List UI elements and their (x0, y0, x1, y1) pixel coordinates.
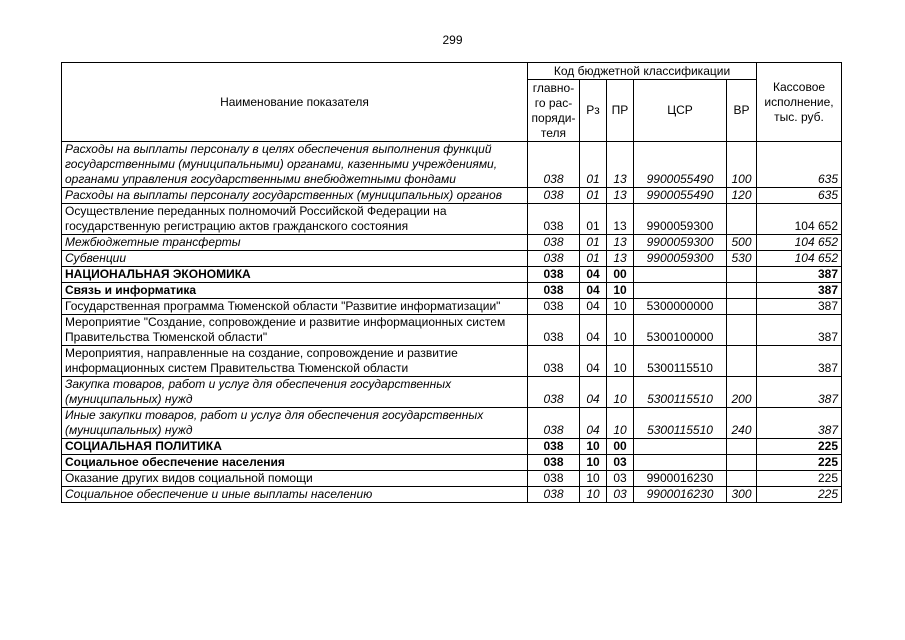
row-main-manager: 038 (528, 142, 580, 188)
row-name: Расходы на выплаты персоналу в целях обеспечения выполнения функций государственными (муниципальными) органами, казенными учреждениями, органами управления государственными внебюджетными фондами (62, 142, 528, 188)
header-vr: ВР (727, 80, 757, 142)
row-rz: 04 (580, 315, 607, 346)
table-body (62, 142, 842, 503)
table-row (62, 204, 842, 235)
row-vr (727, 204, 757, 235)
row-pr: 03 (607, 455, 634, 471)
row-csr: 5300115510 (634, 377, 727, 408)
row-pr: 13 (607, 188, 634, 204)
row-main-manager: 038 (528, 487, 580, 503)
table-row (62, 408, 842, 439)
row-vr: 530 (727, 251, 757, 267)
row-vr: 500 (727, 235, 757, 251)
header-main-manager: главно- го рас- поряди- теля (528, 80, 580, 142)
row-main-manager: 038 (528, 204, 580, 235)
budget-table (61, 62, 842, 503)
row-vr: 300 (727, 487, 757, 503)
row-name: НАЦИОНАЛЬНАЯ ЭКОНОМИКА (62, 267, 528, 283)
row-name: Субвенции (62, 251, 528, 267)
row-amount: 387 (757, 346, 842, 377)
row-csr: 9900059300 (634, 204, 727, 235)
row-vr (727, 299, 757, 315)
row-vr (727, 471, 757, 487)
row-main-manager: 038 (528, 455, 580, 471)
row-pr: 13 (607, 142, 634, 188)
row-main-manager: 038 (528, 346, 580, 377)
row-name: Расходы на выплаты персоналу государственных (муниципальных) органов (62, 188, 528, 204)
row-name: Социальное обеспечение и иные выплаты населению (62, 487, 528, 503)
table-row (62, 471, 842, 487)
row-amount: 387 (757, 283, 842, 299)
row-vr (727, 283, 757, 299)
row-main-manager: 038 (528, 408, 580, 439)
table-row (62, 439, 842, 455)
row-pr: 10 (607, 283, 634, 299)
row-amount: 387 (757, 377, 842, 408)
row-csr: 9900016230 (634, 471, 727, 487)
row-rz: 01 (580, 188, 607, 204)
header-name: Наименование показателя (62, 63, 528, 142)
row-name: Межбюджетные трансферты (62, 235, 528, 251)
row-pr: 13 (607, 235, 634, 251)
row-rz: 04 (580, 283, 607, 299)
row-vr (727, 439, 757, 455)
page-number: 299 (442, 33, 463, 47)
table-row (62, 487, 842, 503)
table-row (62, 283, 842, 299)
table-row (62, 299, 842, 315)
row-rz: 04 (580, 377, 607, 408)
row-main-manager: 038 (528, 251, 580, 267)
row-pr: 10 (607, 408, 634, 439)
row-rz: 04 (580, 299, 607, 315)
row-rz: 10 (580, 487, 607, 503)
row-amount: 387 (757, 267, 842, 283)
row-name: Мероприятия, направленные на создание, сопровождение и развитие информационных систем Правительства Тюменской области (62, 346, 528, 377)
row-csr: 9900016230 (634, 487, 727, 503)
row-name: Государственная программа Тюменской области "Развитие информатизации" (62, 299, 528, 315)
row-main-manager: 038 (528, 267, 580, 283)
header-classification-code: Код бюджетной классификации (528, 63, 757, 80)
row-amount: 104 652 (757, 251, 842, 267)
row-amount: 387 (757, 315, 842, 346)
row-vr (727, 346, 757, 377)
row-name: Связь и информатика (62, 283, 528, 299)
row-amount: 104 652 (757, 204, 842, 235)
row-csr: 9900055490 (634, 142, 727, 188)
row-amount: 635 (757, 142, 842, 188)
row-amount: 225 (757, 439, 842, 455)
row-main-manager: 038 (528, 315, 580, 346)
row-pr: 10 (607, 315, 634, 346)
row-vr: 200 (727, 377, 757, 408)
row-pr: 13 (607, 204, 634, 235)
header-csr: ЦСР (634, 80, 727, 142)
row-amount: 104 652 (757, 235, 842, 251)
row-pr: 00 (607, 439, 634, 455)
row-vr (727, 455, 757, 471)
row-main-manager: 038 (528, 439, 580, 455)
row-pr: 00 (607, 267, 634, 283)
row-csr: 9900059300 (634, 235, 727, 251)
row-vr: 100 (727, 142, 757, 188)
row-csr: 5300100000 (634, 315, 727, 346)
row-rz: 04 (580, 267, 607, 283)
row-amount: 225 (757, 487, 842, 503)
row-rz: 01 (580, 204, 607, 235)
row-rz: 04 (580, 408, 607, 439)
row-amount: 387 (757, 299, 842, 315)
row-pr: 10 (607, 377, 634, 408)
row-rz: 10 (580, 471, 607, 487)
row-name: Осуществление переданных полномочий Российской Федерации на государственную регистрацию актов гражданского состояния (62, 204, 528, 235)
table-row (62, 188, 842, 204)
row-csr: 5300000000 (634, 299, 727, 315)
row-csr (634, 267, 727, 283)
row-rz: 01 (580, 251, 607, 267)
table-row (62, 142, 842, 188)
table-row (62, 315, 842, 346)
table-row (62, 455, 842, 471)
row-name: Мероприятие "Создание, сопровождение и развитие информационных систем Правительства Тюменской области" (62, 315, 528, 346)
row-main-manager: 038 (528, 471, 580, 487)
row-main-manager: 038 (528, 299, 580, 315)
row-csr: 9900055490 (634, 188, 727, 204)
table-row (62, 346, 842, 377)
row-main-manager: 038 (528, 188, 580, 204)
row-rz: 01 (580, 142, 607, 188)
row-amount: 225 (757, 471, 842, 487)
row-amount: 635 (757, 188, 842, 204)
table-row (62, 251, 842, 267)
row-pr: 13 (607, 251, 634, 267)
row-rz: 10 (580, 439, 607, 455)
table-row (62, 235, 842, 251)
row-amount: 387 (757, 408, 842, 439)
row-amount: 225 (757, 455, 842, 471)
table-row (62, 267, 842, 283)
row-csr (634, 283, 727, 299)
row-pr: 10 (607, 299, 634, 315)
header-rz: Рз (580, 80, 607, 142)
row-main-manager: 038 (528, 235, 580, 251)
row-name: Иные закупки товаров, работ и услуг для обеспечения государственных (муниципальных) нужд (62, 408, 528, 439)
row-rz: 04 (580, 346, 607, 377)
row-pr: 03 (607, 487, 634, 503)
row-vr (727, 267, 757, 283)
table-row (62, 377, 842, 408)
row-name: Социальное обеспечение населения (62, 455, 528, 471)
row-vr (727, 315, 757, 346)
row-csr: 9900059300 (634, 251, 727, 267)
header-amount: Кассовое исполнение, тыс. руб. (757, 63, 842, 142)
row-vr: 120 (727, 188, 757, 204)
row-vr: 240 (727, 408, 757, 439)
row-pr: 10 (607, 346, 634, 377)
row-main-manager: 038 (528, 283, 580, 299)
row-csr (634, 439, 727, 455)
row-csr: 5300115510 (634, 346, 727, 377)
header-pr: ПР (607, 80, 634, 142)
row-pr: 03 (607, 471, 634, 487)
row-name: Закупка товаров, работ и услуг для обеспечения государственных (муниципальных) нужд (62, 377, 528, 408)
row-main-manager: 038 (528, 377, 580, 408)
row-name: Оказание других видов социальной помощи (62, 471, 528, 487)
row-name: СОЦИАЛЬНАЯ ПОЛИТИКА (62, 439, 528, 455)
row-rz: 10 (580, 455, 607, 471)
row-csr: 5300115510 (634, 408, 727, 439)
row-csr (634, 455, 727, 471)
row-rz: 01 (580, 235, 607, 251)
